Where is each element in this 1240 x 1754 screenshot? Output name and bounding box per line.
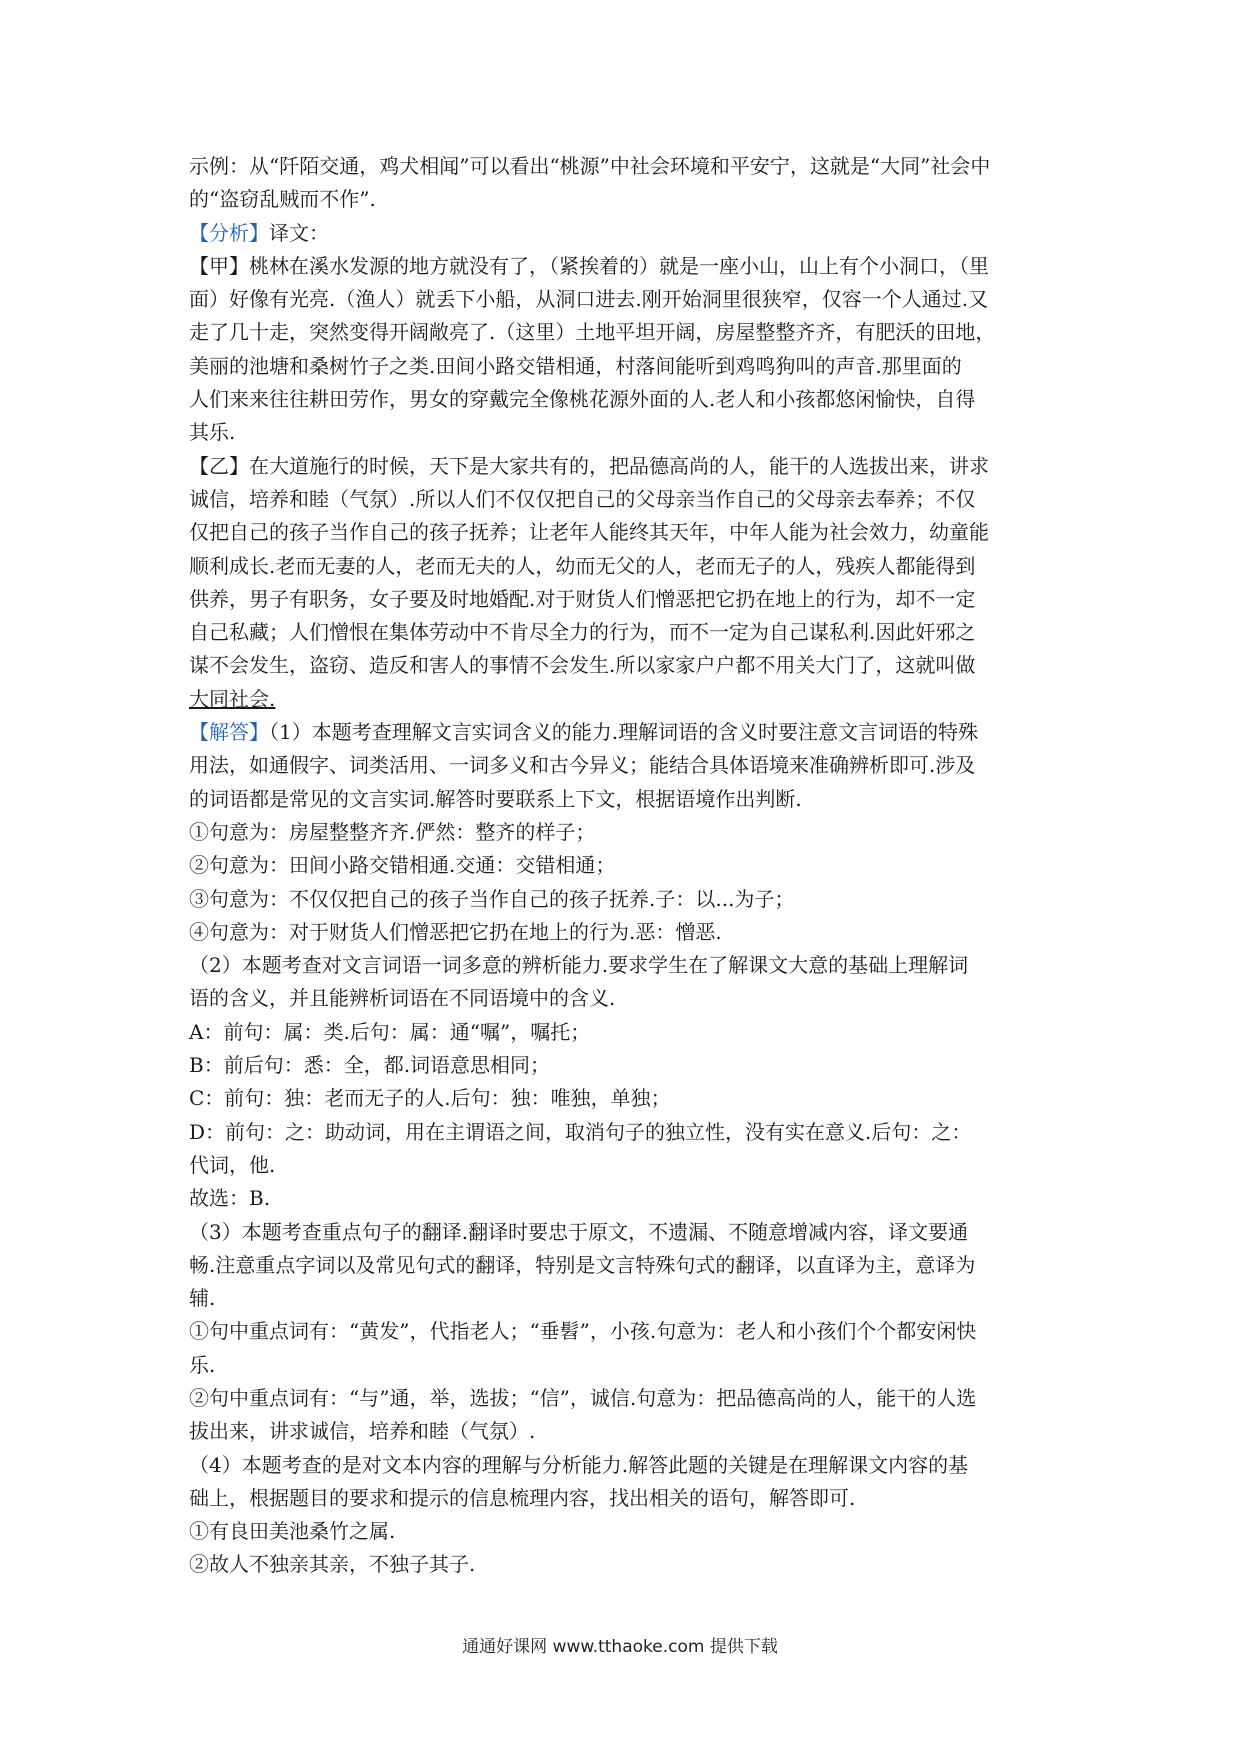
text-line xyxy=(189,217,1059,250)
text-line xyxy=(189,1349,1059,1382)
line-text: 乐. xyxy=(189,1352,216,1377)
text-line xyxy=(189,1449,1059,1482)
line-text: 顺利成长.老而无妻的人，老而无夫的人，幼而无父的人，老而无子的人，残疾人都能得到 xyxy=(189,553,976,578)
line-text: 语的含义，并且能辨析词语在不同语境中的含义. xyxy=(189,986,616,1011)
text-line xyxy=(189,649,1059,682)
line-text: 代词，他. xyxy=(189,1152,276,1177)
line-text: ①句中重点词有：“黄发”，代指老人；“垂髫”，小孩.句意为：老人和小孩们个个都安闲快 xyxy=(189,1319,977,1344)
text-line xyxy=(189,1149,1059,1182)
text-line xyxy=(189,183,1059,216)
line-text: 诚信，培养和睦（气氛）.所以人们不仅仅把自己的父母亲当作自己的父母亲去奉养；不仅 xyxy=(189,486,976,511)
line-text: ②句意为：田间小路交错相通.交通：交错相通； xyxy=(189,853,616,878)
text-line xyxy=(189,1282,1059,1315)
text-line xyxy=(189,1116,1059,1149)
section-tag: 【分析】 xyxy=(189,220,269,245)
text-line xyxy=(189,283,1059,316)
line-text: 础上，根据题目的要求和提示的信息梳理内容，找出相关的语句，解答即可. xyxy=(189,1485,856,1510)
line-text: 供养，男子有职务，女子要及时地婚配.对于财货人们憎恶把它扔在地上的行为，却不一定 xyxy=(189,586,976,611)
line-text: ①句意为：房屋整整齐齐.俨然：整齐的样子； xyxy=(189,819,596,844)
text-line xyxy=(189,383,1059,416)
text-line xyxy=(189,1016,1059,1049)
text-line xyxy=(189,150,1059,183)
text-line xyxy=(189,849,1059,882)
footer-text: 通通好课网 www.tthaoke.com 提供下载 xyxy=(462,1637,778,1657)
text-line xyxy=(189,416,1059,449)
line-text: A：前句：属：类.后句：属：通“嘱”，嘱托； xyxy=(189,1019,591,1044)
text-line xyxy=(189,516,1059,549)
line-text: 的“盗窃乱贼而不作”. xyxy=(189,187,376,212)
line-text: D：前句：之：助动词，用在主谓语之间，取消句子的独立性，没有实在意义.后句：之： xyxy=(189,1119,972,1144)
text-line xyxy=(189,1216,1059,1249)
document-body xyxy=(189,150,1059,1582)
text-line xyxy=(189,783,1059,816)
text-line xyxy=(189,749,1059,782)
line-text: （4）本题考查的是对文本内容的理解与分析能力.解答此题的关键是在理解课文内容的基 xyxy=(189,1452,969,1477)
line-text: 自己私藏；人们憎恨在集体劳动中不肯尽全力的行为，而不一定为自己谋私利.因此奸邪之 xyxy=(189,620,976,645)
line-text: 示例：从“阡陌交通，鸡犬相闻”可以看出“桃源”中社会环境和平安宁，这就是“大同”社会中 xyxy=(189,154,991,178)
line-text: 人们来来往往耕田劳作，男女的穿戴完全像桃花源外面的人.老人和小孩都悠闲愉快，自得 xyxy=(189,387,976,412)
text-line xyxy=(189,450,1059,483)
text-line xyxy=(189,982,1059,1015)
text-line xyxy=(189,1315,1059,1348)
text-line xyxy=(189,1249,1059,1282)
text-line xyxy=(189,350,1059,383)
line-text: 译文： xyxy=(269,220,329,245)
line-text: 仅把自己的孩子当作自己的孩子抚养；让老年人能终其天年，中年人能为社会效力，幼童能 xyxy=(189,520,989,545)
line-text: （1）本题考查理解文言实词含义的能力.理解词语的含义时要注意文言词语的特殊 xyxy=(269,720,979,745)
line-text: C：前句：独：老而无子的人.后句：独：唯独，单独； xyxy=(189,1086,671,1111)
line-text: ③句意为：不仅仅把自己的孩子当作自己的孩子抚养.子：以...为子； xyxy=(189,886,795,911)
text-line xyxy=(189,1382,1059,1415)
text-line xyxy=(189,716,1059,749)
line-text: 的词语都是常见的文言实词.解答时要联系上下文，根据语境作出判断. xyxy=(189,786,802,811)
text-line xyxy=(189,883,1059,916)
line-text: 大同社会. xyxy=(189,686,276,711)
text-line xyxy=(189,916,1059,949)
line-text: 面）好像有光亮.（渔人）就丢下小船，从洞口进去.刚开始洞里很狭窄，仅容一个人通过.又 xyxy=(189,287,989,312)
line-text: ②句中重点词有：“与”通，举，选拔；“信”，诚信.句意为：把品德高尚的人，能干的人选 xyxy=(189,1385,977,1410)
text-line xyxy=(189,1415,1059,1448)
text-line xyxy=(189,616,1059,649)
line-text: 辅. xyxy=(189,1286,216,1311)
line-text: 走了几十走，突然变得开阔敞亮了.（这里）土地平坦开阔，房屋整整齐齐，有肥沃的田地， xyxy=(189,320,996,345)
line-text: 美丽的池塘和桑树竹子之类.田间小路交错相通，村落间能听到鸡鸣狗叫的声音.那里面的 xyxy=(189,353,962,378)
text-line xyxy=(189,683,1059,716)
section-tag: 【解答】 xyxy=(189,720,269,745)
line-text: 拔出来，讲求诚信，培养和睦（气氛）. xyxy=(189,1419,536,1444)
line-text: 故选：B. xyxy=(189,1186,271,1211)
line-text: 畅.注意重点字词以及常见句式的翻译，特别是文言特殊句式的翻译，以直译为主，意译为 xyxy=(189,1252,976,1277)
line-text: B：前后句：悉：全，都.词语意思相同； xyxy=(189,1053,551,1078)
line-text: ①有良田美池桑竹之属. xyxy=(189,1519,396,1544)
text-line xyxy=(189,1548,1059,1581)
text-line xyxy=(189,1182,1059,1215)
text-line xyxy=(189,250,1059,283)
text-line xyxy=(189,949,1059,982)
text-line xyxy=(189,316,1059,349)
line-text: 其乐. xyxy=(189,420,236,445)
line-text: 【乙】在大道施行的时候，天下是大家共有的，把品德高尚的人，能干的人选拔出来，讲求 xyxy=(189,453,989,478)
text-line xyxy=(189,550,1059,583)
line-text: 谋不会发生，盗窃、造反和害人的事情不会发生.所以家家户户都不用关大门了，这就叫做 xyxy=(189,653,976,678)
line-text: （2）本题考查对文言词语一词多意的辨析能力.要求学生在了解课文大意的基础上理解词 xyxy=(189,953,969,978)
text-line xyxy=(189,1082,1059,1115)
text-line xyxy=(189,1482,1059,1515)
line-text: 【甲】桃林在溪水发源的地方就没有了，（紧挨着的）就是一座小山，山上有个小洞口，（里 xyxy=(189,253,989,278)
line-text: ②故人不独亲其亲，不独子其子. xyxy=(189,1552,476,1577)
text-line xyxy=(189,816,1059,849)
line-text: ④句意为：对于财货人们憎恶把它扔在地上的行为.恶：憎恶. xyxy=(189,919,722,944)
text-line xyxy=(189,483,1059,516)
line-text: 用法，如通假字、词类活用、一词多义和古今异义；能结合具体语境来准确辨析即可.涉及 xyxy=(189,753,976,778)
line-text: （3）本题考查重点句子的翻译.翻译时要忠于原文，不遗漏、不随意增减内容，译文要通 xyxy=(189,1219,969,1244)
text-line xyxy=(189,1049,1059,1082)
text-line xyxy=(189,1515,1059,1548)
text-line xyxy=(189,583,1059,616)
